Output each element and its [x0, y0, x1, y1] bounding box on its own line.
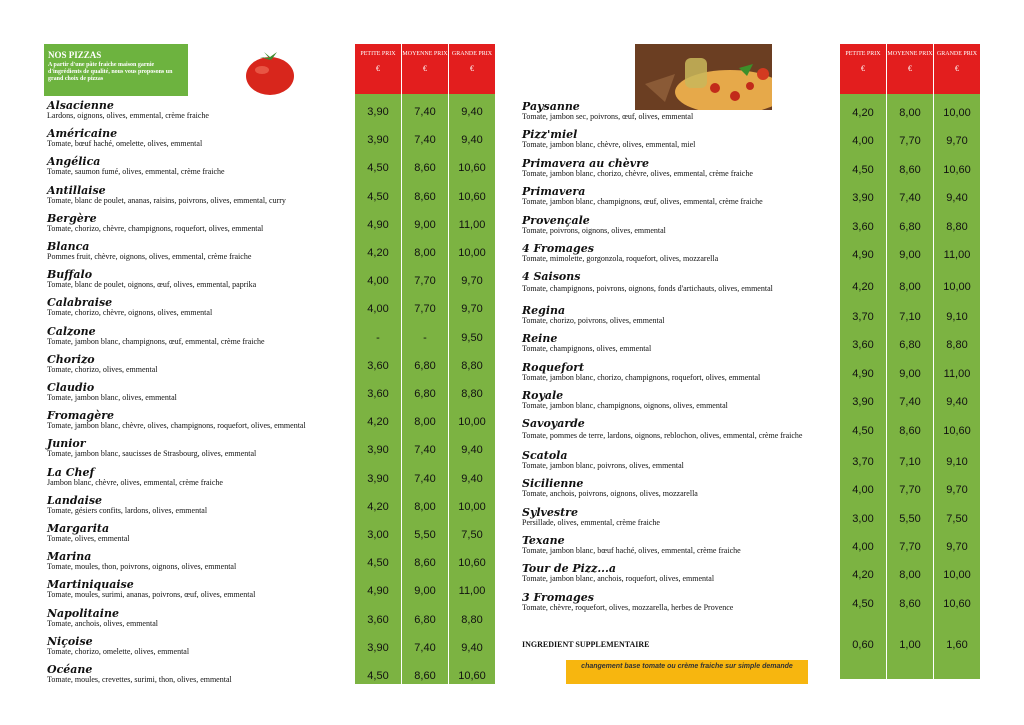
pizza-name: Paysanne	[522, 100, 580, 113]
pizza-name: Sylvestre	[522, 505, 578, 519]
price-small: 3,90	[367, 106, 389, 118]
price-large: 9,40	[461, 106, 483, 118]
price-small: 3,90	[367, 134, 389, 147]
header-box	[44, 44, 188, 96]
price-medium: 9,00	[414, 218, 436, 231]
pizza-description: Persillade, olives, emmental, crème fraiche	[522, 517, 660, 527]
price-large: 9,40	[461, 472, 483, 485]
price-large: 8,80	[946, 339, 968, 352]
price-medium: 5,50	[899, 512, 921, 525]
pizza-name: Calzone	[47, 324, 96, 338]
pizza-description: Tomate, anchois, poivrons, oignons, olives, mozzarella	[522, 489, 698, 499]
euro-symbol: €	[470, 64, 474, 73]
price-medium: 5,50	[414, 529, 436, 541]
price-large: 9,40	[461, 641, 483, 654]
price-small: 4,90	[852, 367, 874, 380]
price-medium: 7,70	[899, 484, 921, 497]
price-large: 8,80	[461, 613, 483, 626]
pizza-name: Scatola	[522, 448, 568, 462]
large-price-header: GRANDE PRIX	[451, 51, 493, 57]
pizza-description: Tomate, chèvre, roquefort, olives, mozzarella, herbes de Provence	[522, 602, 734, 612]
price-medium: 8,00	[899, 107, 921, 119]
price-small: 4,20	[367, 416, 389, 429]
price-medium: 8,60	[414, 670, 436, 682]
price-medium: 7,40	[899, 396, 921, 408]
pizza-name: Texane	[522, 534, 565, 547]
price-small: 4,00	[367, 275, 389, 288]
price-small: 3,70	[852, 455, 874, 468]
pizza-name: Primavera	[522, 185, 586, 199]
price-medium: 7,10	[899, 455, 921, 468]
price-small: 4,20	[367, 247, 389, 259]
pizza-name: Fromagère	[47, 409, 114, 423]
price-small: 4,50	[852, 597, 874, 610]
price-medium: -	[423, 331, 427, 344]
price-small: 3,00	[367, 529, 389, 541]
price-medium: 8,00	[414, 247, 436, 259]
pizza-description: Tomate, moules, surimi, ananas, poivrons, œuf, olives, emmental	[47, 590, 256, 600]
price-small: 4,20	[852, 281, 874, 294]
price-large: 9,70	[461, 303, 483, 316]
price-small: 4,00	[367, 303, 389, 316]
price-small: 4,50	[367, 190, 389, 203]
price-small: 3,00	[852, 512, 874, 525]
pizza-name: Antillaise	[47, 183, 106, 197]
price-medium: 7,40	[414, 444, 436, 457]
pizza-description: Tomate, jambon blanc, anchois, roquefort, olives, emmental	[522, 574, 715, 584]
pizza-name: Marina	[47, 550, 92, 564]
pizza-name: Sicilienne	[522, 477, 584, 491]
pizza-name: Martiniquaise	[47, 578, 134, 592]
price-small: 4,50	[852, 425, 874, 438]
pizza-name: Niçoise	[47, 634, 93, 648]
price-large: 10,60	[943, 425, 971, 438]
price-large: 9,40	[946, 396, 968, 408]
price-medium: 7,70	[414, 303, 436, 316]
price-medium: 6,80	[414, 359, 436, 372]
price-large: 9,70	[946, 135, 968, 148]
price-large: 10,60	[943, 597, 971, 610]
pizza-name: Blanca	[47, 240, 90, 253]
price-medium: 7,40	[414, 641, 436, 654]
medium-price-header: MOYENNE PRIX	[887, 51, 933, 57]
pizza-description: Tomate, champignons, poivrons, oignons, fonds d'artichauts, olives, emmental	[522, 284, 773, 294]
pizza-name: 4 Saisons	[522, 270, 581, 284]
price-medium: 9,00	[899, 249, 921, 261]
pizza-name: Chorizo	[47, 352, 95, 366]
price-large: 10,00	[458, 416, 486, 429]
tomato-image	[244, 48, 296, 96]
price-small: 3,60	[367, 388, 389, 400]
pizza-description: Tomate, moules, thon, poivrons, oignons, olives, emmental	[47, 562, 237, 572]
menu-title: NOS PIZZAS	[48, 50, 102, 60]
price-small: 3,90	[367, 641, 389, 654]
base-change-notice: changement base tomate ou crème fraiche sur simple demande	[566, 660, 808, 684]
pizza-description: Tomate, jambon blanc, saucisses de Strasbourg, olives, emmental	[47, 449, 257, 459]
pizza-description: Tomate, blanc de poulet, ananas, raisins, poivrons, olives, emmental, curry	[47, 195, 286, 205]
large-price-header: GRANDE PRIX	[936, 51, 978, 57]
price-large: 11,00	[458, 585, 486, 598]
price-small: 3,60	[367, 359, 389, 372]
pizza-description: Lardons, oignons, olives, emmental, crème fraiche	[47, 111, 209, 120]
pizza-description: Tomate, jambon blanc, chèvre, olives, champignons, roquefort, olives, emmental	[47, 421, 306, 431]
pizza-name: Buffalo	[47, 268, 93, 282]
price-small: 4,90	[367, 218, 389, 231]
pizza-description: Tomate, jambon blanc, poivrons, olives, emmental	[522, 460, 684, 470]
pizza-description: Tomate, jambon blanc, olives, emmental	[47, 393, 177, 402]
price-small: 4,20	[852, 569, 874, 582]
price-medium: 8,00	[414, 500, 436, 513]
price-large: 8,80	[946, 220, 968, 233]
price-large: 9,70	[946, 541, 968, 553]
price-small: 4,00	[852, 135, 874, 148]
price-large: 10,60	[943, 163, 971, 176]
price-medium: 8,00	[899, 281, 921, 294]
pizza-description: Tomate, jambon sec, poivrons, œuf, olives, emmental	[522, 112, 694, 121]
price-small: 4,50	[367, 670, 389, 682]
small-price-header: PETITE PRIX	[360, 51, 396, 57]
price-large: 8,80	[461, 388, 483, 400]
pizza-description: Tomate, chorizo, chèvre, champignons, roquefort, olives, emmental	[47, 223, 264, 233]
price-small: 4,90	[852, 249, 874, 261]
pizza-name: Junior	[47, 437, 86, 451]
pizza-name: Savoyarde	[522, 417, 585, 431]
pizza-name: Roquefort	[522, 360, 585, 374]
price-medium: 8,60	[414, 162, 436, 175]
price-large: 11,00	[458, 218, 486, 231]
pizza-name: Napolitaine	[47, 606, 119, 620]
pizza-description: Tomate, mimolette, gorgonzola, roquefort, olives, mozzarella	[522, 254, 719, 263]
pizza-name: Reine	[522, 332, 558, 346]
pizza-description: Tomate, jambon blanc, champignons, œuf, olives, emmental, crème fraiche	[522, 197, 763, 207]
price-small: 3,60	[367, 613, 389, 626]
price-medium: 9,00	[899, 367, 921, 380]
price-medium: 9,00	[414, 585, 436, 598]
price-small: -	[376, 331, 380, 344]
price-small: 3,60	[852, 220, 874, 233]
price-large: 10,60	[458, 162, 486, 175]
pizza-name: 4 Fromages	[522, 242, 594, 255]
euro-symbol: €	[423, 64, 427, 73]
price-medium: 8,60	[414, 190, 436, 203]
pizza-name: Regina	[522, 303, 566, 317]
price-small: 4,00	[852, 541, 874, 553]
pizza-name: Tour de Pizz...a	[522, 562, 616, 576]
price-medium: 7,40	[414, 134, 436, 147]
price-large: 11,00	[943, 367, 971, 380]
price-large: 10,00	[943, 569, 971, 582]
pizza-description: Tomate, chorizo, omelette, olives, emmental	[47, 646, 190, 656]
price-medium: 7,40	[899, 192, 921, 205]
pizza-description: Tomate, gésiers confits, lardons, olives, emmental	[47, 505, 208, 515]
pizza-description: Tomate, bœuf haché, omelette, olives, emmental	[47, 139, 203, 149]
pizza-description: Jambon blanc, chèvre, olives, emmental, crème fraiche	[47, 477, 223, 487]
price-small: 4,00	[852, 484, 874, 497]
price-small: 3,90	[367, 472, 389, 485]
pizza-description: Tomate, jambon blanc, champignons, œuf, emmental, crème fraiche	[47, 336, 265, 346]
price-small: 3,90	[852, 192, 874, 205]
price-medium: 7,10	[899, 310, 921, 323]
pizza-name: Bergère	[47, 211, 97, 225]
pizza-description: Pommes fruit, chèvre, oignons, olives, emmental, crème fraiche	[47, 252, 252, 261]
pizza-description: Tomate, blanc de poulet, oignons, œuf, olives, emmental, paprika	[47, 280, 257, 290]
price-small: 3,70	[852, 310, 874, 323]
medium-price-header: MOYENNE PRIX	[402, 51, 448, 57]
price-large: 9,40	[946, 192, 968, 205]
price-large: 9,40	[461, 134, 483, 147]
price-small: 4,50	[367, 162, 389, 175]
extra-price-large: 1,60	[946, 639, 968, 651]
pizza-description: Tomate, anchois, olives, emmental	[47, 618, 158, 628]
pizza-description: Tomate, olives, emmental	[47, 534, 130, 543]
menu-subtitle: A partir d'une pâte fraiche maison garnie d'ingrédients de qualité, nous vous proposons un grand choix de pizzas	[48, 62, 173, 82]
price-small: 4,50	[367, 557, 389, 570]
pizza-name: Océane	[47, 663, 93, 676]
pizza-description: Tomate, pommes de terre, lardons, oignons, reblochon, olives, emmental, crème fraiche	[522, 431, 803, 441]
price-medium: 6,80	[899, 220, 921, 233]
pizza-description: Tomate, jambon blanc, champignons, oignons, olives, emmental	[522, 401, 728, 410]
pizza-description: Tomate, champignons, olives, emmental	[522, 344, 652, 354]
price-small: 4,20	[852, 107, 874, 119]
price-large: 11,00	[943, 249, 971, 261]
euro-symbol: €	[861, 64, 865, 73]
euro-symbol: €	[376, 64, 380, 73]
price-large: 7,50	[946, 512, 968, 525]
pizza-name: Claudio	[47, 381, 95, 394]
euro-symbol: €	[955, 64, 959, 73]
price-large: 10,60	[458, 670, 486, 682]
pizza-name: Landaise	[47, 493, 103, 507]
price-large: 8,80	[461, 359, 483, 372]
pizza-name: Pizz'miel	[522, 128, 578, 142]
price-medium: 7,70	[899, 541, 921, 553]
pizza-name: Américaine	[47, 127, 118, 141]
price-small: 4,20	[367, 500, 389, 513]
pizza-photo	[635, 44, 772, 110]
price-medium: 6,80	[899, 339, 921, 352]
pizza-description: Tomate, jambon blanc, chorizo, chèvre, olives, emmental, crème fraiche	[522, 168, 753, 178]
price-medium: 8,60	[899, 425, 921, 438]
price-large: 9,70	[461, 275, 483, 288]
price-medium: 8,60	[899, 163, 921, 176]
pizza-name: Angélica	[47, 155, 101, 169]
price-large: 9,40	[461, 444, 483, 457]
pizza-name: Primavera au chèvre	[522, 156, 649, 170]
extra-price-medium: 1,00	[899, 639, 921, 651]
pizza-description: Tomate, poivrons, oignons, olives, emmental	[522, 225, 666, 235]
pizza-description: Tomate, chorizo, poivrons, olives, emmental	[522, 315, 665, 325]
pizza-description: Tomate, chorizo, olives, emmental	[47, 364, 158, 374]
price-medium: 7,40	[414, 472, 436, 485]
price-large: 10,00	[458, 500, 486, 513]
price-medium: 8,00	[899, 569, 921, 582]
pizza-description: Tomate, jambon blanc, bœuf haché, olives, emmental, crème fraiche	[522, 546, 741, 555]
price-medium: 7,40	[414, 106, 436, 118]
extra-price-small: 0,60	[852, 639, 874, 651]
euro-symbol: €	[908, 64, 912, 73]
pizza-name: Provençale	[522, 213, 590, 227]
price-medium: 8,60	[414, 557, 436, 570]
price-large: 10,60	[458, 190, 486, 203]
pizza-name: La Chef	[47, 465, 95, 479]
price-medium: 8,60	[899, 597, 921, 610]
extra-ingredient-label: INGREDIENT SUPPLEMENTAIRE	[522, 640, 650, 649]
price-small: 3,90	[852, 396, 874, 408]
pizza-name: Calabraise	[47, 296, 113, 310]
price-small: 3,60	[852, 339, 874, 352]
price-large: 9,70	[946, 484, 968, 497]
small-price-header: PETITE PRIX	[845, 51, 881, 57]
pizza-description: Tomate, saumon fumé, olives, emmental, crème fraiche	[47, 167, 225, 177]
pizza-name: Margarita	[47, 522, 110, 535]
price-large: 7,50	[461, 529, 483, 541]
price-large: 9,10	[946, 455, 968, 468]
pizza-name: 3 Fromages	[522, 590, 594, 604]
price-medium: 6,80	[414, 613, 436, 626]
price-medium: 8,00	[414, 416, 436, 429]
price-large: 10,00	[458, 247, 486, 259]
price-large: 10,00	[943, 107, 971, 119]
price-small: 3,90	[367, 444, 389, 457]
price-small: 4,50	[852, 163, 874, 176]
price-large: 10,00	[943, 281, 971, 294]
pizza-name: Alsacienne	[47, 99, 114, 112]
pizza-description: Tomate, jambon blanc, chorizo, champignons, roquefort, olives, emmental	[522, 372, 761, 382]
price-large: 9,10	[946, 310, 968, 323]
pizza-description: Tomate, moules, crevettes, surimi, thon, olives, emmental	[47, 675, 232, 684]
price-medium: 7,70	[899, 135, 921, 148]
price-medium: 6,80	[414, 388, 436, 400]
pizza-name: Royale	[522, 389, 564, 402]
pizza-description: Tomate, jambon blanc, chèvre, olives, emmental, miel	[522, 140, 696, 150]
price-medium: 7,70	[414, 275, 436, 288]
pizza-description: Tomate, chorizo, chèvre, oignons, olives, emmental	[47, 308, 213, 318]
price-large: 10,60	[458, 557, 486, 570]
price-small: 4,90	[367, 585, 389, 598]
price-large: 9,50	[461, 331, 483, 344]
